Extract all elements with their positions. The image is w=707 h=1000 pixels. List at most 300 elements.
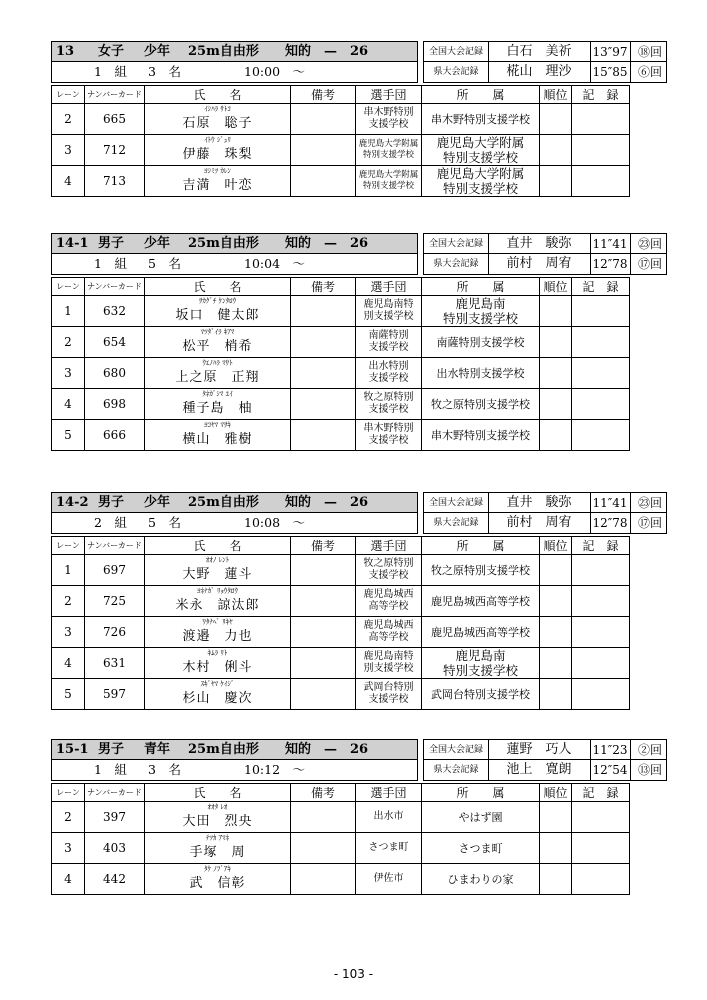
group-number: 1 組 bbox=[94, 762, 127, 777]
name-header: 氏 名 bbox=[145, 86, 291, 104]
table-row bbox=[52, 296, 630, 327]
event-section bbox=[51, 233, 662, 451]
national-record-time: 11″41 bbox=[592, 237, 628, 251]
record-cell bbox=[572, 389, 630, 420]
lane-cell: 4 bbox=[52, 648, 85, 679]
rank-cell bbox=[540, 833, 572, 864]
name-kanji: 手塚 周 bbox=[189, 845, 246, 860]
table-row bbox=[52, 617, 630, 648]
record-cell bbox=[572, 617, 630, 648]
rank-cell bbox=[540, 135, 572, 166]
event-name: 25m自由形 bbox=[188, 236, 259, 251]
event-number: 14-1 bbox=[56, 236, 89, 251]
lane-cell: 2 bbox=[52, 327, 85, 358]
affiliation-cell: 串木野特別支援学校 bbox=[422, 104, 540, 135]
lane-cell: 5 bbox=[52, 679, 85, 710]
name-cell bbox=[145, 617, 291, 648]
remarks-header: 備考 bbox=[291, 86, 356, 104]
prefecture-record-round: ⑰回 bbox=[630, 513, 669, 533]
affiliation-cell: 鹿児島大学附属 特別支援学校 bbox=[422, 166, 540, 197]
name-kanji: 横山 雅樹 bbox=[182, 432, 253, 447]
name-cell bbox=[145, 389, 291, 420]
national-record-time: 13″97 bbox=[592, 45, 628, 59]
lane-cell: 4 bbox=[52, 389, 85, 420]
affiliation-cell: 鹿児島南 特別支援学校 bbox=[422, 648, 540, 679]
rank-cell bbox=[540, 358, 572, 389]
event-age-class: 少年 bbox=[144, 236, 171, 251]
table-row bbox=[52, 833, 630, 864]
record-header: 記 録 bbox=[572, 86, 630, 104]
name-kana: ﾀﾈｶﾞｼﾏ ﾕｲ bbox=[202, 390, 233, 398]
team-cell: 串木野特別 支援学校 bbox=[356, 104, 422, 135]
remarks-cell bbox=[291, 104, 356, 135]
table-row bbox=[52, 864, 630, 895]
prefecture-record-label: 県大会記録 bbox=[424, 254, 489, 274]
record-cell bbox=[572, 586, 630, 617]
record-box bbox=[423, 41, 662, 83]
prefecture-record-holder: 池上 寛朗 bbox=[488, 760, 591, 780]
event-header bbox=[51, 41, 662, 83]
remarks-cell bbox=[291, 420, 356, 451]
lane-header: レーン bbox=[52, 784, 85, 802]
page-number: - 103 - bbox=[333, 967, 374, 981]
prefecture-record-time: 15″85 bbox=[592, 65, 628, 79]
event-gender: 男子 bbox=[98, 236, 125, 251]
name-cell bbox=[145, 864, 291, 895]
remarks-cell bbox=[291, 358, 356, 389]
prefecture-record-time: 12″54 bbox=[592, 763, 628, 777]
rank-cell bbox=[540, 420, 572, 451]
team-cell: さつま町 bbox=[356, 833, 422, 864]
table-row bbox=[52, 389, 630, 420]
team-header: 選手団 bbox=[356, 784, 422, 802]
team-cell: 鹿児島南特 別支援学校 bbox=[356, 296, 422, 327]
event-header bbox=[51, 233, 662, 275]
rank-cell bbox=[540, 104, 572, 135]
name-cell bbox=[145, 296, 291, 327]
name-kana: ｻｶｸﾞﾁ ｹﾝﾀﾛｳ bbox=[198, 297, 237, 305]
name-kanji: 武 信彰 bbox=[189, 876, 246, 891]
name-kana: ｲｼﾊﾗ ｻﾄｺ bbox=[204, 105, 231, 113]
rank-cell bbox=[540, 802, 572, 833]
name-cell bbox=[145, 104, 291, 135]
event-group-bar bbox=[51, 513, 418, 534]
lane-cell: 1 bbox=[52, 555, 85, 586]
lane-cell: 2 bbox=[52, 586, 85, 617]
record-cell bbox=[572, 104, 630, 135]
group-number: 1 組 bbox=[94, 256, 127, 271]
card-cell: 632 bbox=[85, 296, 145, 327]
event-header bbox=[51, 492, 662, 534]
name-kana: ｵｵﾀ ﾚｵ bbox=[207, 803, 228, 811]
rank-cell bbox=[540, 679, 572, 710]
table-row bbox=[52, 648, 630, 679]
heat-table bbox=[51, 277, 630, 451]
record-cell bbox=[572, 864, 630, 895]
name-kanji: 大野 蓮斗 bbox=[182, 567, 253, 582]
lane-header: レーン bbox=[52, 86, 85, 104]
event-section bbox=[51, 41, 662, 197]
national-record-round: ⑱回 bbox=[630, 42, 669, 62]
name-header: 氏 名 bbox=[145, 537, 291, 555]
team-cell: 鹿児島城西 高等学校 bbox=[356, 617, 422, 648]
name-cell bbox=[145, 586, 291, 617]
team-cell: 出水市 bbox=[356, 802, 422, 833]
event-title-bar bbox=[51, 739, 418, 760]
lane-cell: 1 bbox=[52, 296, 85, 327]
rank-cell bbox=[540, 864, 572, 895]
table-row bbox=[52, 358, 630, 389]
affiliation-cell: ひまわりの家 bbox=[422, 864, 540, 895]
table-header-row bbox=[52, 278, 630, 296]
rank-header: 順位 bbox=[540, 86, 572, 104]
name-kanji: 大田 烈央 bbox=[182, 814, 253, 829]
name-kana: ｳｴﾉﾊﾗ ﾏｻﾄ bbox=[202, 359, 233, 367]
table-row bbox=[52, 420, 630, 451]
prefecture-record-row bbox=[423, 254, 667, 275]
rank-cell bbox=[540, 166, 572, 197]
entry-count: 5 名 bbox=[148, 256, 181, 271]
affiliation-cell: 牧之原特別支援学校 bbox=[422, 555, 540, 586]
entry-count: 5 名 bbox=[148, 515, 181, 530]
name-kanji: 石原 聡子 bbox=[182, 116, 253, 131]
card-cell: 726 bbox=[85, 617, 145, 648]
lane-cell: 2 bbox=[52, 104, 85, 135]
team-cell: 串木野特別 支援学校 bbox=[356, 420, 422, 451]
name-kana: ﾖｼﾐﾂ ｶﾚﾝ bbox=[204, 167, 231, 175]
affiliation-cell: 鹿児島大学附属 特別支援学校 bbox=[422, 135, 540, 166]
remarks-header: 備考 bbox=[291, 537, 356, 555]
name-header: 氏 名 bbox=[145, 278, 291, 296]
card-cell: 631 bbox=[85, 648, 145, 679]
record-cell bbox=[572, 679, 630, 710]
record-cell bbox=[572, 166, 630, 197]
national-record-holder: 直井 駿弥 bbox=[488, 234, 591, 254]
table-row bbox=[52, 586, 630, 617]
entry-count: 3 名 bbox=[148, 64, 181, 79]
rank-cell bbox=[540, 389, 572, 420]
affiliation-cell: 鹿児島南 特別支援学校 bbox=[422, 296, 540, 327]
national-record-row bbox=[423, 233, 667, 254]
table-row bbox=[52, 802, 630, 833]
prefecture-record-label: 県大会記録 bbox=[424, 513, 489, 533]
rank-cell bbox=[540, 555, 572, 586]
rank-cell bbox=[540, 617, 572, 648]
card-header: ナンバーカード bbox=[85, 537, 145, 555]
lane-cell: 3 bbox=[52, 833, 85, 864]
team-header: 選手団 bbox=[356, 278, 422, 296]
card-header: ナンバーカード bbox=[85, 86, 145, 104]
name-cell bbox=[145, 679, 291, 710]
name-kanji: 種子島 柚 bbox=[182, 401, 253, 416]
event-group-bar bbox=[51, 760, 418, 781]
team-cell: 鹿児島南特 別支援学校 bbox=[356, 648, 422, 679]
name-cell bbox=[145, 555, 291, 586]
prefecture-record-row bbox=[423, 760, 667, 781]
remarks-header: 備考 bbox=[291, 278, 356, 296]
table-row bbox=[52, 327, 630, 358]
table-header-row bbox=[52, 86, 630, 104]
group-number: 2 組 bbox=[94, 515, 127, 530]
event-title-bar bbox=[51, 233, 418, 254]
affiliation-cell: 武岡台特別支援学校 bbox=[422, 679, 540, 710]
record-header: 記 録 bbox=[572, 784, 630, 802]
remarks-cell bbox=[291, 586, 356, 617]
team-cell: 鹿児島大学附属 特別支援学校 bbox=[356, 135, 422, 166]
team-cell: 牧之原特別 支援学校 bbox=[356, 389, 422, 420]
name-kana: ﾖﾈﾅｶﾞ ﾘｮｳﾀﾛｳ bbox=[197, 587, 238, 595]
prefecture-record-row bbox=[423, 62, 667, 83]
event-name: 25m自由形 bbox=[188, 742, 259, 757]
card-header: ナンバーカード bbox=[85, 784, 145, 802]
team-cell: 鹿児島城西 高等学校 bbox=[356, 586, 422, 617]
prefecture-record-row bbox=[423, 513, 667, 534]
prefecture-record-round: ⑬回 bbox=[630, 760, 669, 780]
team-cell: 伊佐市 bbox=[356, 864, 422, 895]
start-time: 10:08 ～ bbox=[244, 515, 306, 530]
name-kana: ﾀｹ ﾉﾌﾞｱｷ bbox=[204, 865, 231, 873]
remarks-cell bbox=[291, 617, 356, 648]
card-cell: 712 bbox=[85, 135, 145, 166]
national-record-round: ②回 bbox=[630, 740, 669, 760]
team-cell: 牧之原特別 支援学校 bbox=[356, 555, 422, 586]
event-section bbox=[51, 492, 662, 710]
lane-cell: 3 bbox=[52, 358, 85, 389]
record-cell bbox=[572, 420, 630, 451]
rank-cell bbox=[540, 296, 572, 327]
national-record-holder: 蓮野 巧人 bbox=[488, 740, 591, 760]
prefecture-record-time: 12″78 bbox=[592, 516, 628, 530]
name-kana: ﾖｺﾔﾏ ﾏｻｷ bbox=[204, 421, 231, 429]
affiliation-cell: 鹿児島城西高等学校 bbox=[422, 617, 540, 648]
name-kana: ｲﾄｳ ｼﾞｭﾘ bbox=[204, 136, 231, 144]
national-record-label: 全国大会記録 bbox=[424, 493, 489, 513]
card-cell: 665 bbox=[85, 104, 145, 135]
table-row bbox=[52, 679, 630, 710]
record-cell bbox=[572, 358, 630, 389]
record-box bbox=[423, 492, 662, 534]
national-record-time: 11″23 bbox=[592, 743, 628, 757]
record-cell bbox=[572, 135, 630, 166]
name-kanji: 米永 諒汰郎 bbox=[175, 598, 260, 613]
start-time: 10:00 ～ bbox=[244, 64, 306, 79]
name-kanji: 吉満 叶恋 bbox=[182, 178, 253, 193]
remarks-cell bbox=[291, 166, 356, 197]
event-gender: 男子 bbox=[98, 742, 125, 757]
affiliation-cell: 串木野特別支援学校 bbox=[422, 420, 540, 451]
prefecture-record-label: 県大会記録 bbox=[424, 62, 489, 82]
event-age-class: 青年 bbox=[144, 742, 171, 757]
rank-cell bbox=[540, 327, 572, 358]
event-age-class: 少年 bbox=[144, 44, 171, 59]
name-kanji: 木村 俐斗 bbox=[182, 660, 253, 675]
lane-cell: 2 bbox=[52, 802, 85, 833]
event-number: 14-2 bbox=[56, 495, 89, 510]
team-cell: 南薩特別 支援学校 bbox=[356, 327, 422, 358]
card-header: ナンバーカード bbox=[85, 278, 145, 296]
lane-cell: 3 bbox=[52, 135, 85, 166]
event-name: 25m自由形 bbox=[188, 44, 259, 59]
lane-cell: 4 bbox=[52, 166, 85, 197]
remarks-cell bbox=[291, 327, 356, 358]
lane-cell: 5 bbox=[52, 420, 85, 451]
event-number: 13 bbox=[56, 44, 75, 59]
national-record-label: 全国大会記録 bbox=[424, 234, 489, 254]
record-cell bbox=[572, 555, 630, 586]
name-cell bbox=[145, 358, 291, 389]
remarks-cell bbox=[291, 296, 356, 327]
card-cell: 397 bbox=[85, 802, 145, 833]
table-row bbox=[52, 555, 630, 586]
national-record-time: 11″41 bbox=[592, 496, 628, 510]
card-cell: 666 bbox=[85, 420, 145, 451]
group-number: 1 組 bbox=[94, 64, 127, 79]
record-header: 記 録 bbox=[572, 537, 630, 555]
start-time: 10:04 ～ bbox=[244, 256, 306, 271]
name-cell bbox=[145, 648, 291, 679]
lane-cell: 4 bbox=[52, 864, 85, 895]
prefecture-record-holder: 椛山 理沙 bbox=[488, 62, 591, 82]
event-disability-class: 知的 — 26 bbox=[285, 236, 369, 251]
lane-header: レーン bbox=[52, 537, 85, 555]
prefecture-record-holder: 前村 周宥 bbox=[488, 254, 591, 274]
team-cell: 出水特別 支援学校 bbox=[356, 358, 422, 389]
rank-cell bbox=[540, 648, 572, 679]
rank-header: 順位 bbox=[540, 278, 572, 296]
card-cell: 698 bbox=[85, 389, 145, 420]
prefecture-record-holder: 前村 周宥 bbox=[488, 513, 591, 533]
record-box bbox=[423, 233, 662, 275]
national-record-holder: 白石 美祈 bbox=[488, 42, 591, 62]
prefecture-record-round: ⑥回 bbox=[630, 62, 669, 82]
national-record-label: 全国大会記録 bbox=[424, 740, 489, 760]
affiliation-header: 所 属 bbox=[422, 537, 540, 555]
table-row bbox=[52, 166, 630, 197]
name-kana: ｷﾑﾗ ﾘﾄ bbox=[207, 649, 228, 657]
affiliation-cell: 牧之原特別支援学校 bbox=[422, 389, 540, 420]
remarks-cell bbox=[291, 648, 356, 679]
name-kana: ﾏﾂﾀﾞｲﾗ ｷｱﾏ bbox=[200, 328, 235, 336]
card-cell: 680 bbox=[85, 358, 145, 389]
name-kanji: 杉山 慶次 bbox=[182, 691, 253, 706]
start-time: 10:12 ～ bbox=[244, 762, 306, 777]
affiliation-header: 所 属 bbox=[422, 278, 540, 296]
national-record-round: ㉓回 bbox=[630, 234, 669, 254]
event-section bbox=[51, 739, 662, 895]
name-kana: ﾜﾀﾅﾍﾞ ﾘｷﾔ bbox=[202, 618, 233, 626]
table-row bbox=[52, 135, 630, 166]
name-kanji: 坂口 健太郎 bbox=[175, 308, 260, 323]
remarks-cell bbox=[291, 833, 356, 864]
team-header: 選手団 bbox=[356, 537, 422, 555]
affiliation-header: 所 属 bbox=[422, 784, 540, 802]
event-group-bar bbox=[51, 62, 418, 83]
affiliation-cell: 南薩特別支援学校 bbox=[422, 327, 540, 358]
card-cell: 654 bbox=[85, 327, 145, 358]
table-row bbox=[52, 104, 630, 135]
event-age-class: 少年 bbox=[144, 495, 171, 510]
remarks-cell bbox=[291, 679, 356, 710]
event-disability-class: 知的 — 26 bbox=[285, 44, 369, 59]
name-cell bbox=[145, 166, 291, 197]
remarks-header: 備考 bbox=[291, 784, 356, 802]
national-record-row bbox=[423, 492, 667, 513]
name-cell bbox=[145, 420, 291, 451]
name-kanji: 上之原 正翔 bbox=[175, 370, 260, 385]
name-cell bbox=[145, 833, 291, 864]
team-cell: 鹿児島大学附属 特別支援学校 bbox=[356, 166, 422, 197]
event-disability-class: 知的 — 26 bbox=[285, 495, 369, 510]
heat-table bbox=[51, 85, 630, 197]
name-cell bbox=[145, 802, 291, 833]
remarks-cell bbox=[291, 135, 356, 166]
event-header bbox=[51, 739, 662, 781]
heat-table bbox=[51, 536, 630, 710]
team-cell: 武岡台特別 支援学校 bbox=[356, 679, 422, 710]
name-cell bbox=[145, 327, 291, 358]
record-header: 記 録 bbox=[572, 278, 630, 296]
national-record-label: 全国大会記録 bbox=[424, 42, 489, 62]
lane-cell: 3 bbox=[52, 617, 85, 648]
affiliation-cell: 鹿児島城西高等学校 bbox=[422, 586, 540, 617]
event-title-bar bbox=[51, 41, 418, 62]
event-disability-class: 知的 — 26 bbox=[285, 742, 369, 757]
card-cell: 697 bbox=[85, 555, 145, 586]
national-record-row bbox=[423, 739, 667, 760]
remarks-cell bbox=[291, 864, 356, 895]
event-group-bar bbox=[51, 254, 418, 275]
name-kana: ｽｷﾞﾔﾏ ｹｲｼﾞ bbox=[200, 680, 235, 688]
record-cell bbox=[572, 296, 630, 327]
event-gender: 女子 bbox=[98, 44, 125, 59]
name-kana: ﾃﾂｶ ｱﾏﾈ bbox=[205, 834, 230, 842]
card-cell: 713 bbox=[85, 166, 145, 197]
record-cell bbox=[572, 648, 630, 679]
card-cell: 725 bbox=[85, 586, 145, 617]
record-cell bbox=[572, 802, 630, 833]
heat-table bbox=[51, 783, 630, 895]
affiliation-cell: 出水特別支援学校 bbox=[422, 358, 540, 389]
table-header-row bbox=[52, 537, 630, 555]
affiliation-cell: さつま町 bbox=[422, 833, 540, 864]
table-header-row bbox=[52, 784, 630, 802]
lane-header: レーン bbox=[52, 278, 85, 296]
national-record-holder: 直井 駿弥 bbox=[488, 493, 591, 513]
record-cell bbox=[572, 833, 630, 864]
event-number: 15-1 bbox=[56, 742, 89, 757]
name-kanji: 松平 梢希 bbox=[182, 339, 253, 354]
name-kanji: 伊藤 珠梨 bbox=[182, 147, 253, 162]
prefecture-record-time: 12″78 bbox=[592, 257, 628, 271]
prefecture-record-round: ⑰回 bbox=[630, 254, 669, 274]
event-gender: 男子 bbox=[98, 495, 125, 510]
national-record-row bbox=[423, 41, 667, 62]
remarks-cell bbox=[291, 802, 356, 833]
remarks-cell bbox=[291, 389, 356, 420]
record-box bbox=[423, 739, 662, 781]
record-cell bbox=[572, 327, 630, 358]
rank-header: 順位 bbox=[540, 784, 572, 802]
event-name: 25m自由形 bbox=[188, 495, 259, 510]
rank-cell bbox=[540, 586, 572, 617]
card-cell: 403 bbox=[85, 833, 145, 864]
national-record-round: ㉓回 bbox=[630, 493, 669, 513]
entry-count: 3 名 bbox=[148, 762, 181, 777]
name-header: 氏 名 bbox=[145, 784, 291, 802]
card-cell: 442 bbox=[85, 864, 145, 895]
event-title-bar bbox=[51, 492, 418, 513]
name-kanji: 渡邉 力也 bbox=[182, 629, 253, 644]
